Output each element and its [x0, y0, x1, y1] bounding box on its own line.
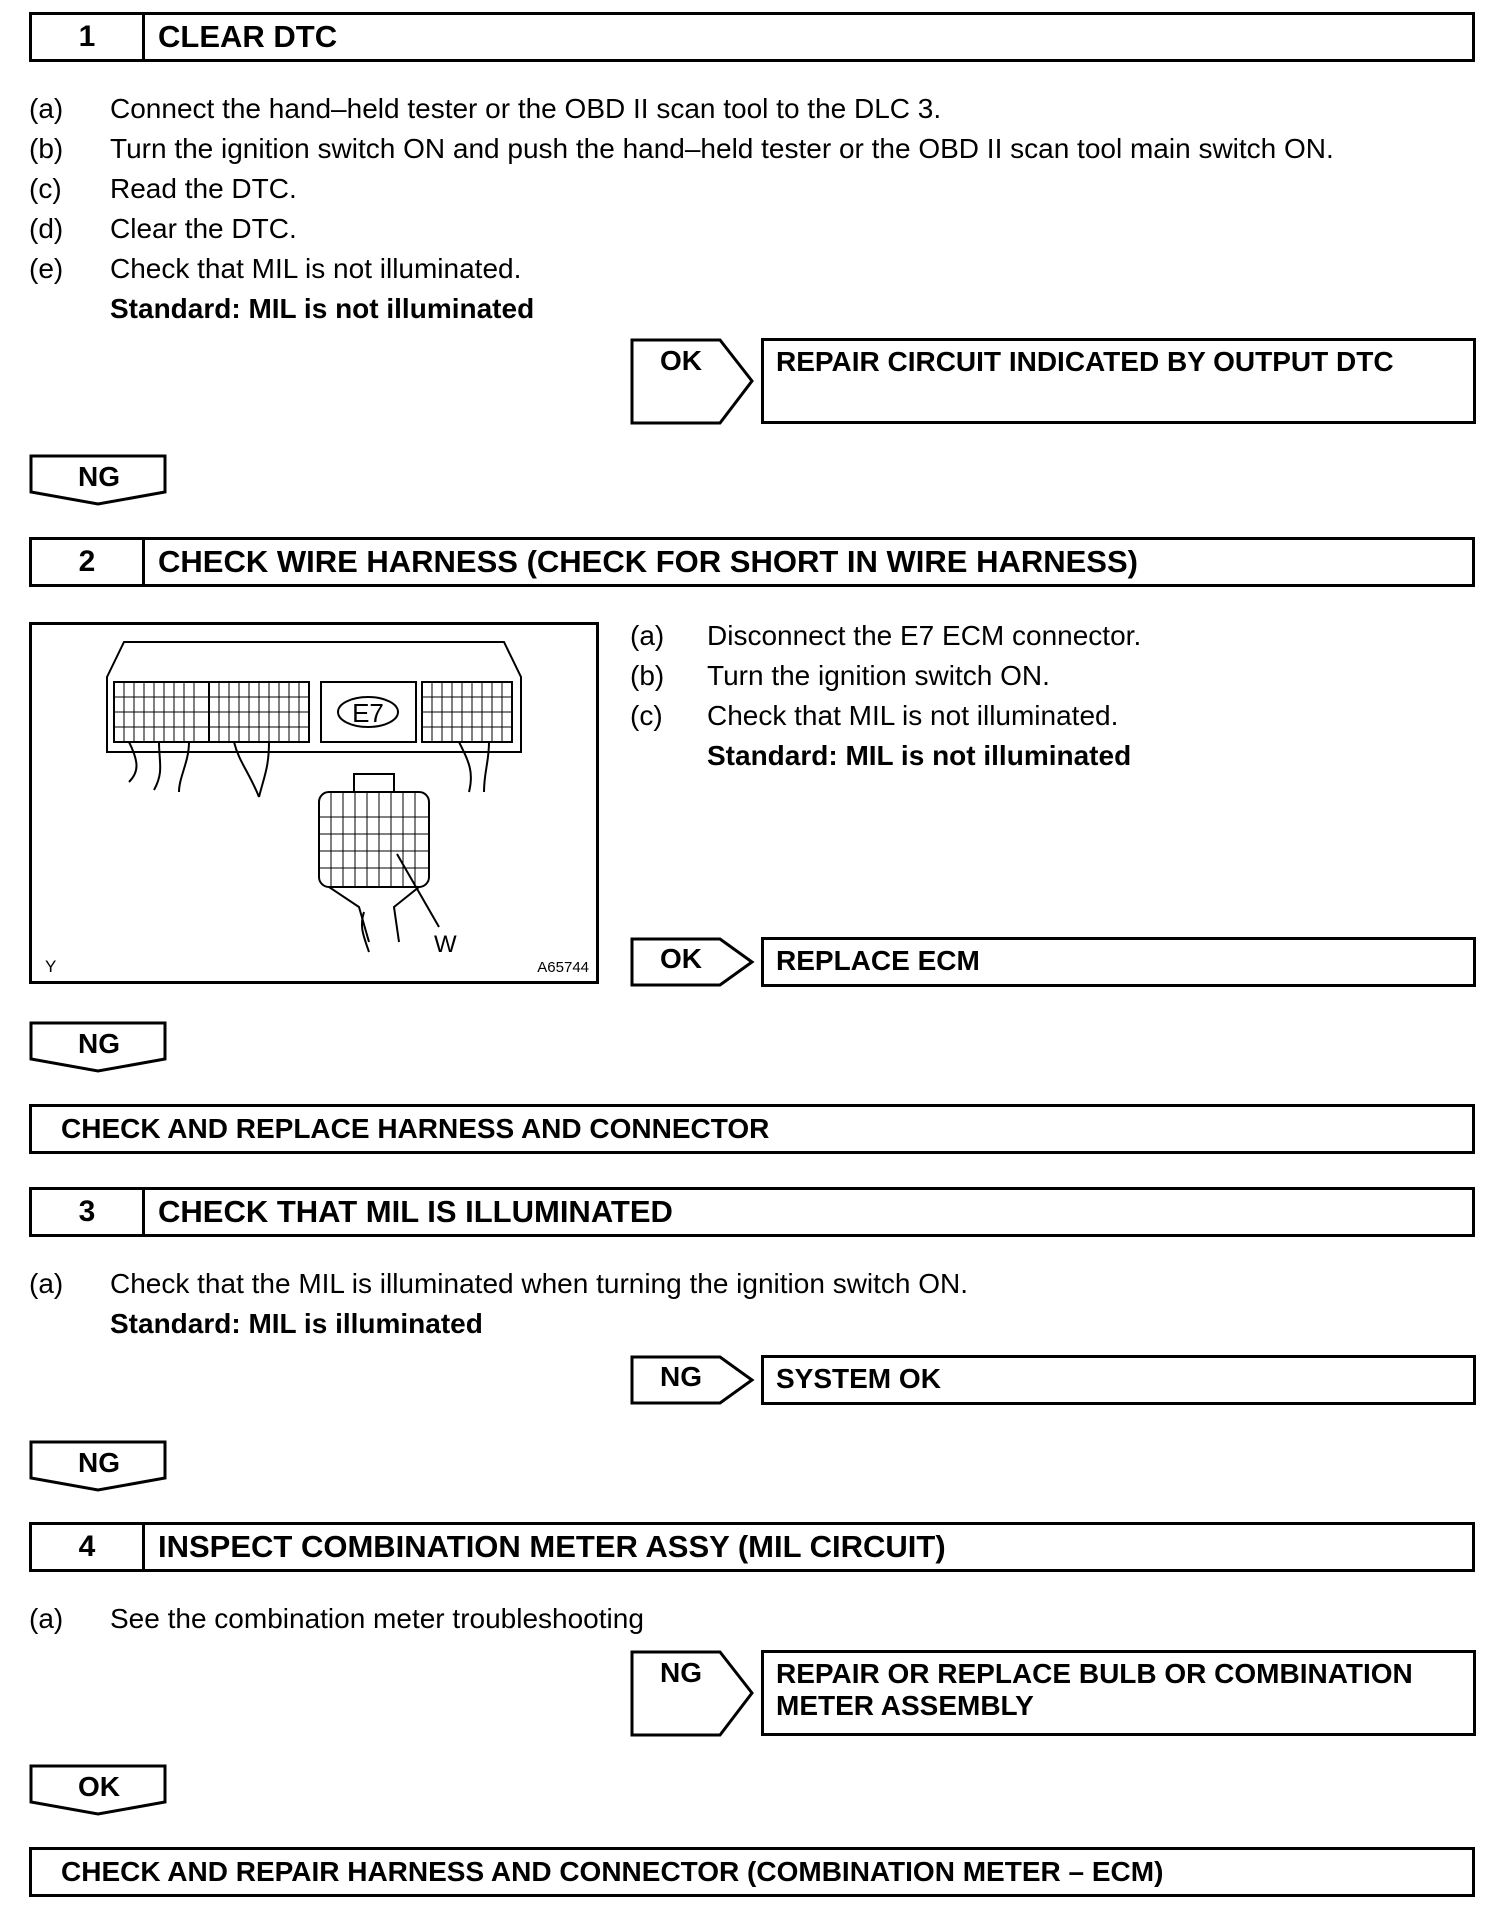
result-text-line2: METER ASSEMBLY — [776, 1690, 1034, 1721]
continue-label: NG — [78, 1028, 120, 1059]
section-2-number: 2 — [32, 540, 145, 584]
step-label: (a) — [29, 93, 64, 124]
standard-text: Standard: MIL is not illuminated — [110, 293, 535, 324]
section-3-header — [29, 1187, 1475, 1237]
step-label: (b) — [630, 660, 665, 691]
connector-label: E7 — [352, 698, 384, 728]
step-label: (a) — [29, 1603, 64, 1634]
step-text: See the combination meter troubleshooting — [110, 1603, 644, 1634]
figure-id: A65744 — [537, 959, 589, 976]
branch-tag: OK — [660, 345, 702, 376]
step-label: (c) — [630, 700, 663, 731]
wire-label: W — [434, 931, 457, 958]
result-text: REPLACE ECM — [776, 945, 980, 976]
section-2-title: CHECK WIRE HARNESS (CHECK FOR SHORT IN WIRE HARNESS) — [158, 544, 1138, 579]
step-text: Turn the ignition switch ON. — [707, 660, 1050, 691]
standard-text: Standard: MIL is not illuminated — [707, 740, 1132, 771]
result-text: REPAIR CIRCUIT INDICATED BY OUTPUT DTC — [776, 346, 1394, 377]
section-3-number: 3 — [32, 1190, 145, 1234]
section-4-title: INSPECT COMBINATION METER ASSY (MIL CIRCUIT) — [158, 1529, 946, 1564]
step-text: Turn the ignition switch ON and push the hand–held tester or the OBD II scan tool main switch ON. — [110, 133, 1334, 164]
section-3-title: CHECK THAT MIL IS ILLUMINATED — [158, 1194, 673, 1229]
action-box — [29, 1104, 1475, 1154]
action-box — [29, 1847, 1475, 1897]
step-label: (d) — [29, 213, 64, 244]
result-box — [761, 1355, 1476, 1405]
section-1-title: CLEAR DTC — [158, 19, 338, 54]
step-text: Check that the MIL is illuminated when turning the ignition switch ON. — [110, 1268, 969, 1299]
continue-label: NG — [78, 1447, 120, 1478]
section-1-header — [29, 12, 1475, 62]
result-text: SYSTEM OK — [776, 1363, 941, 1394]
step-label: (b) — [29, 133, 64, 164]
step-label: (c) — [29, 173, 62, 204]
step-text: Check that MIL is not illuminated. — [707, 700, 1119, 731]
result-box — [761, 1650, 1476, 1736]
step-text: Disconnect the E7 ECM connector. — [707, 620, 1142, 651]
step-label: (a) — [29, 1268, 64, 1299]
step-text: Connect the hand–held tester or the OBD II scan tool to the DLC 3. — [110, 93, 942, 124]
section-4-number: 4 — [32, 1525, 145, 1569]
figure-corner-label: Y — [45, 957, 57, 976]
step-text: Check that MIL is not illuminated. — [110, 253, 522, 284]
step-text: Clear the DTC. — [110, 213, 297, 244]
step-label: (e) — [29, 253, 64, 284]
standard-text: Standard: MIL is illuminated — [110, 1308, 483, 1339]
continue-label: OK — [78, 1771, 120, 1802]
step-label: (a) — [630, 620, 665, 651]
branch-tag: OK — [660, 943, 702, 974]
result-text-line1: REPAIR OR REPLACE BULB OR COMBINATION — [776, 1658, 1413, 1689]
section-4-header — [29, 1522, 1475, 1572]
action-text: CHECK AND REPLACE HARNESS AND CONNECTOR — [61, 1113, 770, 1144]
continue-label: NG — [78, 461, 120, 492]
result-box — [761, 937, 1476, 987]
action-text: CHECK AND REPAIR HARNESS AND CONNECTOR (COMBINATION METER – ECM) — [61, 1856, 1164, 1887]
step-text: Read the DTC. — [110, 173, 297, 204]
branch-tag: NG — [660, 1657, 702, 1688]
section-1-number: 1 — [32, 15, 145, 59]
result-box — [761, 338, 1476, 424]
section-2-header — [29, 537, 1475, 587]
branch-tag: NG — [660, 1361, 702, 1392]
ecm-connector-figure — [29, 622, 599, 984]
